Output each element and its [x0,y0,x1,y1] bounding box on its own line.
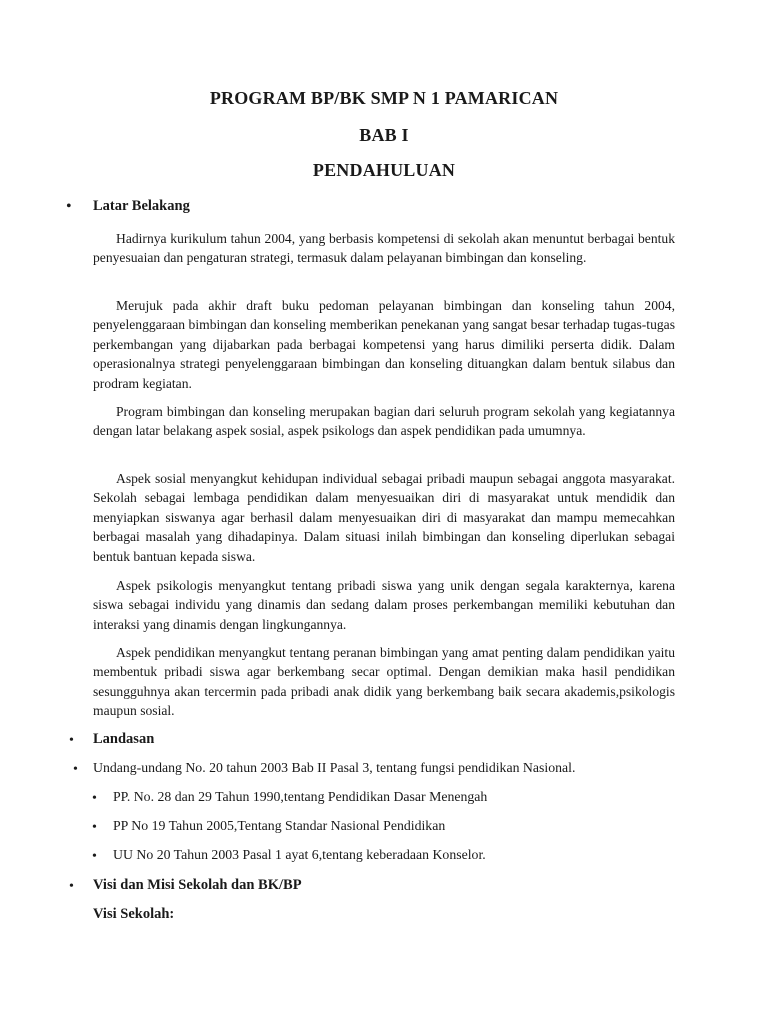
bullet-icon: • [66,198,72,215]
bullet-icon: • [92,849,97,864]
section-heading-landasan: Landasan [93,731,155,747]
paragraph: Aspek sosial menyangkut kehidupan individual sebagai pribadi maupun sebagai anggota masyarakat. Sekolah sebagai lembaga pendidikan dalam menyesuaikan diri di masyarakat untuk mendidik dan menyiapkan siswanya agar berhasil dalam menyesuaikan diri di masyarakat dan mampu memecahkan berbagai masalah yang dihadapinya. Dalam situasi inilah bimbingan dan konseling diperlukan sebagai bentuk bantuan kepada siswa. [93,471,675,564]
bullet-icon: • [69,879,74,894]
list-item: Undang-undang No. 20 tahun 2003 Bab II Pasal 3, tentang fungsi pendidikan Nasional. [93,760,576,775]
list-item: UU No 20 Tahun 2003 Pasal 1 ayat 6,tentang keberadaan Konselor. [113,847,486,862]
paragraph: Aspek psikologis menyangkut tentang pribadi siswa yang unik dengan segala karakternya, karena siswa sebagai individu yang dinamis dan sedang dalam proses perkembangan memiliki kebutuhan dan interaksi yang dinamis dengan lingkungannya. [93,578,675,632]
bullet-icon: • [69,733,74,748]
paragraph: Merujuk pada akhir draft buku pedoman pelayanan bimbingan dan konseling tahun 2004, penyelenggaraan bimbingan dan konseling memberikan penekanan yang sangat besar terhadap tugas-tugas perkembangan yang dijabarkan pada berbagai kompetensi yang harus dimiliki perserta didik. Dalam operasionalnya strategi penyelenggaraan bimbingan dan konseling dituangkan dalam bentuk silabus dan prodram kegiatan. [93,298,675,391]
list-item: PP. No. 28 dan 29 Tahun 1990,tentang Pendidikan Dasar Menengah [113,789,488,804]
section-heading-latar-belakang: Latar Belakang [93,198,190,214]
paragraph: Program bimbingan dan konseling merupakan bagian dari seluruh program sekolah yang kegiatannya dengan latar belakang aspek sosial, aspek psikologs dan aspek pendidikan pada umumnya. [93,404,675,439]
list-item: PP No 19 Tahun 2005,Tentang Standar Nasional Pendidikan [113,818,446,833]
bullet-icon: • [92,820,97,835]
subheading-visi-sekolah: Visi Sekolah: [93,906,175,922]
chapter-number: BAB I [359,125,409,145]
paragraph: Hadirnya kurikulum tahun 2004, yang berbasis kompetensi di sekolah akan menuntut berbagai bentuk penyesuaian dan pengaturan strategi, termasuk dalam pelayanan bimbingan dan konseling. [93,231,675,266]
bullet-icon: • [73,762,78,777]
paragraph: Aspek pendidikan menyangkut tentang peranan bimbingan yang amat penting dalam pendidikan yaitu membentuk pribadi siswa agar berkembang secar optimal. Dengan demikian maka hasil pendidikan sesungguhnya akan tercermin pada pribadi anak didik yang berkembang baik secara akademis,psikologis maupun sosial. [93,645,675,719]
chapter-title: PENDAHULUAN [312,160,456,180]
document-title: PROGRAM BP/BK SMP N 1 PAMARICAN [209,88,559,108]
section-heading-visi-misi: Visi dan Misi Sekolah dan BK/BP [93,877,302,893]
bullet-icon: • [92,791,97,806]
